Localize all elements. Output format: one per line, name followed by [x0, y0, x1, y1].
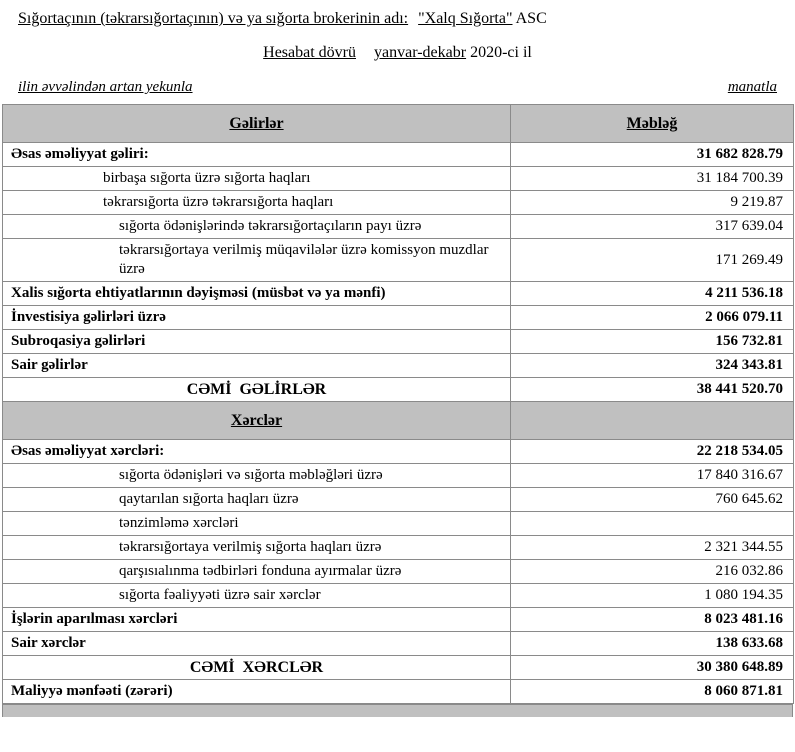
report-table	[2, 104, 794, 704]
row-value	[511, 512, 794, 536]
income-section-header	[3, 105, 794, 143]
row-label: Subroqasiya gəlirləri	[3, 330, 511, 354]
row-value: 216 032.86	[511, 560, 794, 584]
insurer-name-label: Sığortaçının (təkrarsığortaçının) və ya sığorta brokerinin adı:	[18, 10, 409, 27]
row-value: 317 639.04	[511, 215, 794, 239]
table-row	[3, 608, 794, 632]
row-label: qaytarılan sığorta haqları üzrə	[3, 488, 511, 512]
row-value: 9 219.87	[511, 191, 794, 215]
row-label: təkrarsığorta üzrə təkrarsığorta haqları	[3, 191, 511, 215]
amount-header-cell: Məbləğ	[511, 105, 794, 143]
row-value: 31 184 700.39	[511, 167, 794, 191]
table-row	[3, 560, 794, 584]
expense-header-cell: Xərclər	[3, 402, 511, 440]
report-period-label: Hesabat dövrü	[263, 44, 356, 61]
table-row	[3, 167, 794, 191]
report-year: 2020-ci il	[470, 44, 532, 61]
row-value: 2 321 344.55	[511, 536, 794, 560]
table-row	[3, 215, 794, 239]
table-row	[3, 239, 794, 282]
currency-note: manatla	[727, 79, 777, 95]
table-row	[3, 306, 794, 330]
table-row	[3, 440, 794, 464]
row-label: Əsas əməliyyat xərcləri:	[3, 440, 511, 464]
row-value: 138 633.68	[511, 632, 794, 656]
table-row	[3, 536, 794, 560]
report-period-value: yanvar-dekabr	[374, 44, 467, 61]
row-value: 8 060 871.81	[511, 680, 794, 704]
row-value: 31 682 828.79	[511, 143, 794, 167]
row-label: Maliyyə mənfəəti (zərəri)	[3, 680, 511, 704]
document-header	[0, 0, 795, 96]
row-label: Sair gəlirlər	[3, 354, 511, 378]
row-value: 22 218 534.05	[511, 440, 794, 464]
row-label: Xalis sığorta ehtiyatlarının dəyişməsi (müsbət və ya mənfi)	[3, 282, 511, 306]
notes-line	[18, 79, 777, 96]
table-row	[3, 488, 794, 512]
table-row	[3, 464, 794, 488]
row-label: sığorta ödənişləri və sığorta məbləğləri üzrə	[3, 464, 511, 488]
total-value: 30 380 648.89	[511, 656, 794, 680]
row-value: 1 080 194.35	[511, 584, 794, 608]
expense-section-header	[3, 402, 794, 440]
expense-amount-header-cell	[511, 402, 794, 440]
row-label: İşlərin aparılması xərcləri	[3, 608, 511, 632]
income-header-cell: Gəlirlər	[3, 105, 511, 143]
table-row	[3, 354, 794, 378]
cumulative-note: ilin əvvəlindən artan yekunla	[18, 79, 193, 95]
row-value: 8 023 481.16	[511, 608, 794, 632]
row-label: birbaşa sığorta üzrə sığorta haqları	[3, 167, 511, 191]
row-label: İnvestisiya gəlirləri üzrə	[3, 306, 511, 330]
row-label: sığorta fəaliyyəti üzrə sair xərclər	[3, 584, 511, 608]
row-label: təkrarsığortaya verilmiş sığorta haqları üzrə	[3, 536, 511, 560]
row-value: 2 066 079.11	[511, 306, 794, 330]
row-label: qarşısıalınma tədbirləri fonduna ayırmalar üzrə	[3, 560, 511, 584]
row-value: 324 343.81	[511, 354, 794, 378]
expense-total-row	[3, 656, 794, 680]
table-row	[3, 330, 794, 354]
insurer-name-line	[18, 10, 777, 28]
row-label: təkrarsığortaya verilmiş müqavilələr üzrə komissyon muzdlar üzrə	[3, 239, 511, 282]
row-value: 17 840 316.67	[511, 464, 794, 488]
row-label: tənzimləmə xərcləri	[3, 512, 511, 536]
table-row	[3, 191, 794, 215]
table-row	[3, 282, 794, 306]
row-label: Əsas əməliyyat gəliri:	[3, 143, 511, 167]
row-value: 760 645.62	[511, 488, 794, 512]
row-value: 156 732.81	[511, 330, 794, 354]
total-label: CƏMİ GƏLİRLƏR	[3, 378, 511, 402]
row-label: Sair xərclər	[3, 632, 511, 656]
income-total-row	[3, 378, 794, 402]
profit-row	[3, 680, 794, 704]
company-suffix: ASC	[515, 10, 547, 27]
table-row	[3, 632, 794, 656]
table-row	[3, 584, 794, 608]
next-section-cutoff-strip	[2, 704, 793, 717]
row-label: sığorta ödənişlərində təkrarsığortaçıların payı üzrə	[3, 215, 511, 239]
row-value: 171 269.49	[511, 239, 794, 282]
company-name: "Xalq Sığorta"	[418, 10, 513, 27]
report-period-line	[18, 44, 777, 62]
table-row	[3, 512, 794, 536]
total-label: CƏMİ XƏRCLƏR	[3, 656, 511, 680]
table-row	[3, 143, 794, 167]
total-value: 38 441 520.70	[511, 378, 794, 402]
row-value: 4 211 536.18	[511, 282, 794, 306]
